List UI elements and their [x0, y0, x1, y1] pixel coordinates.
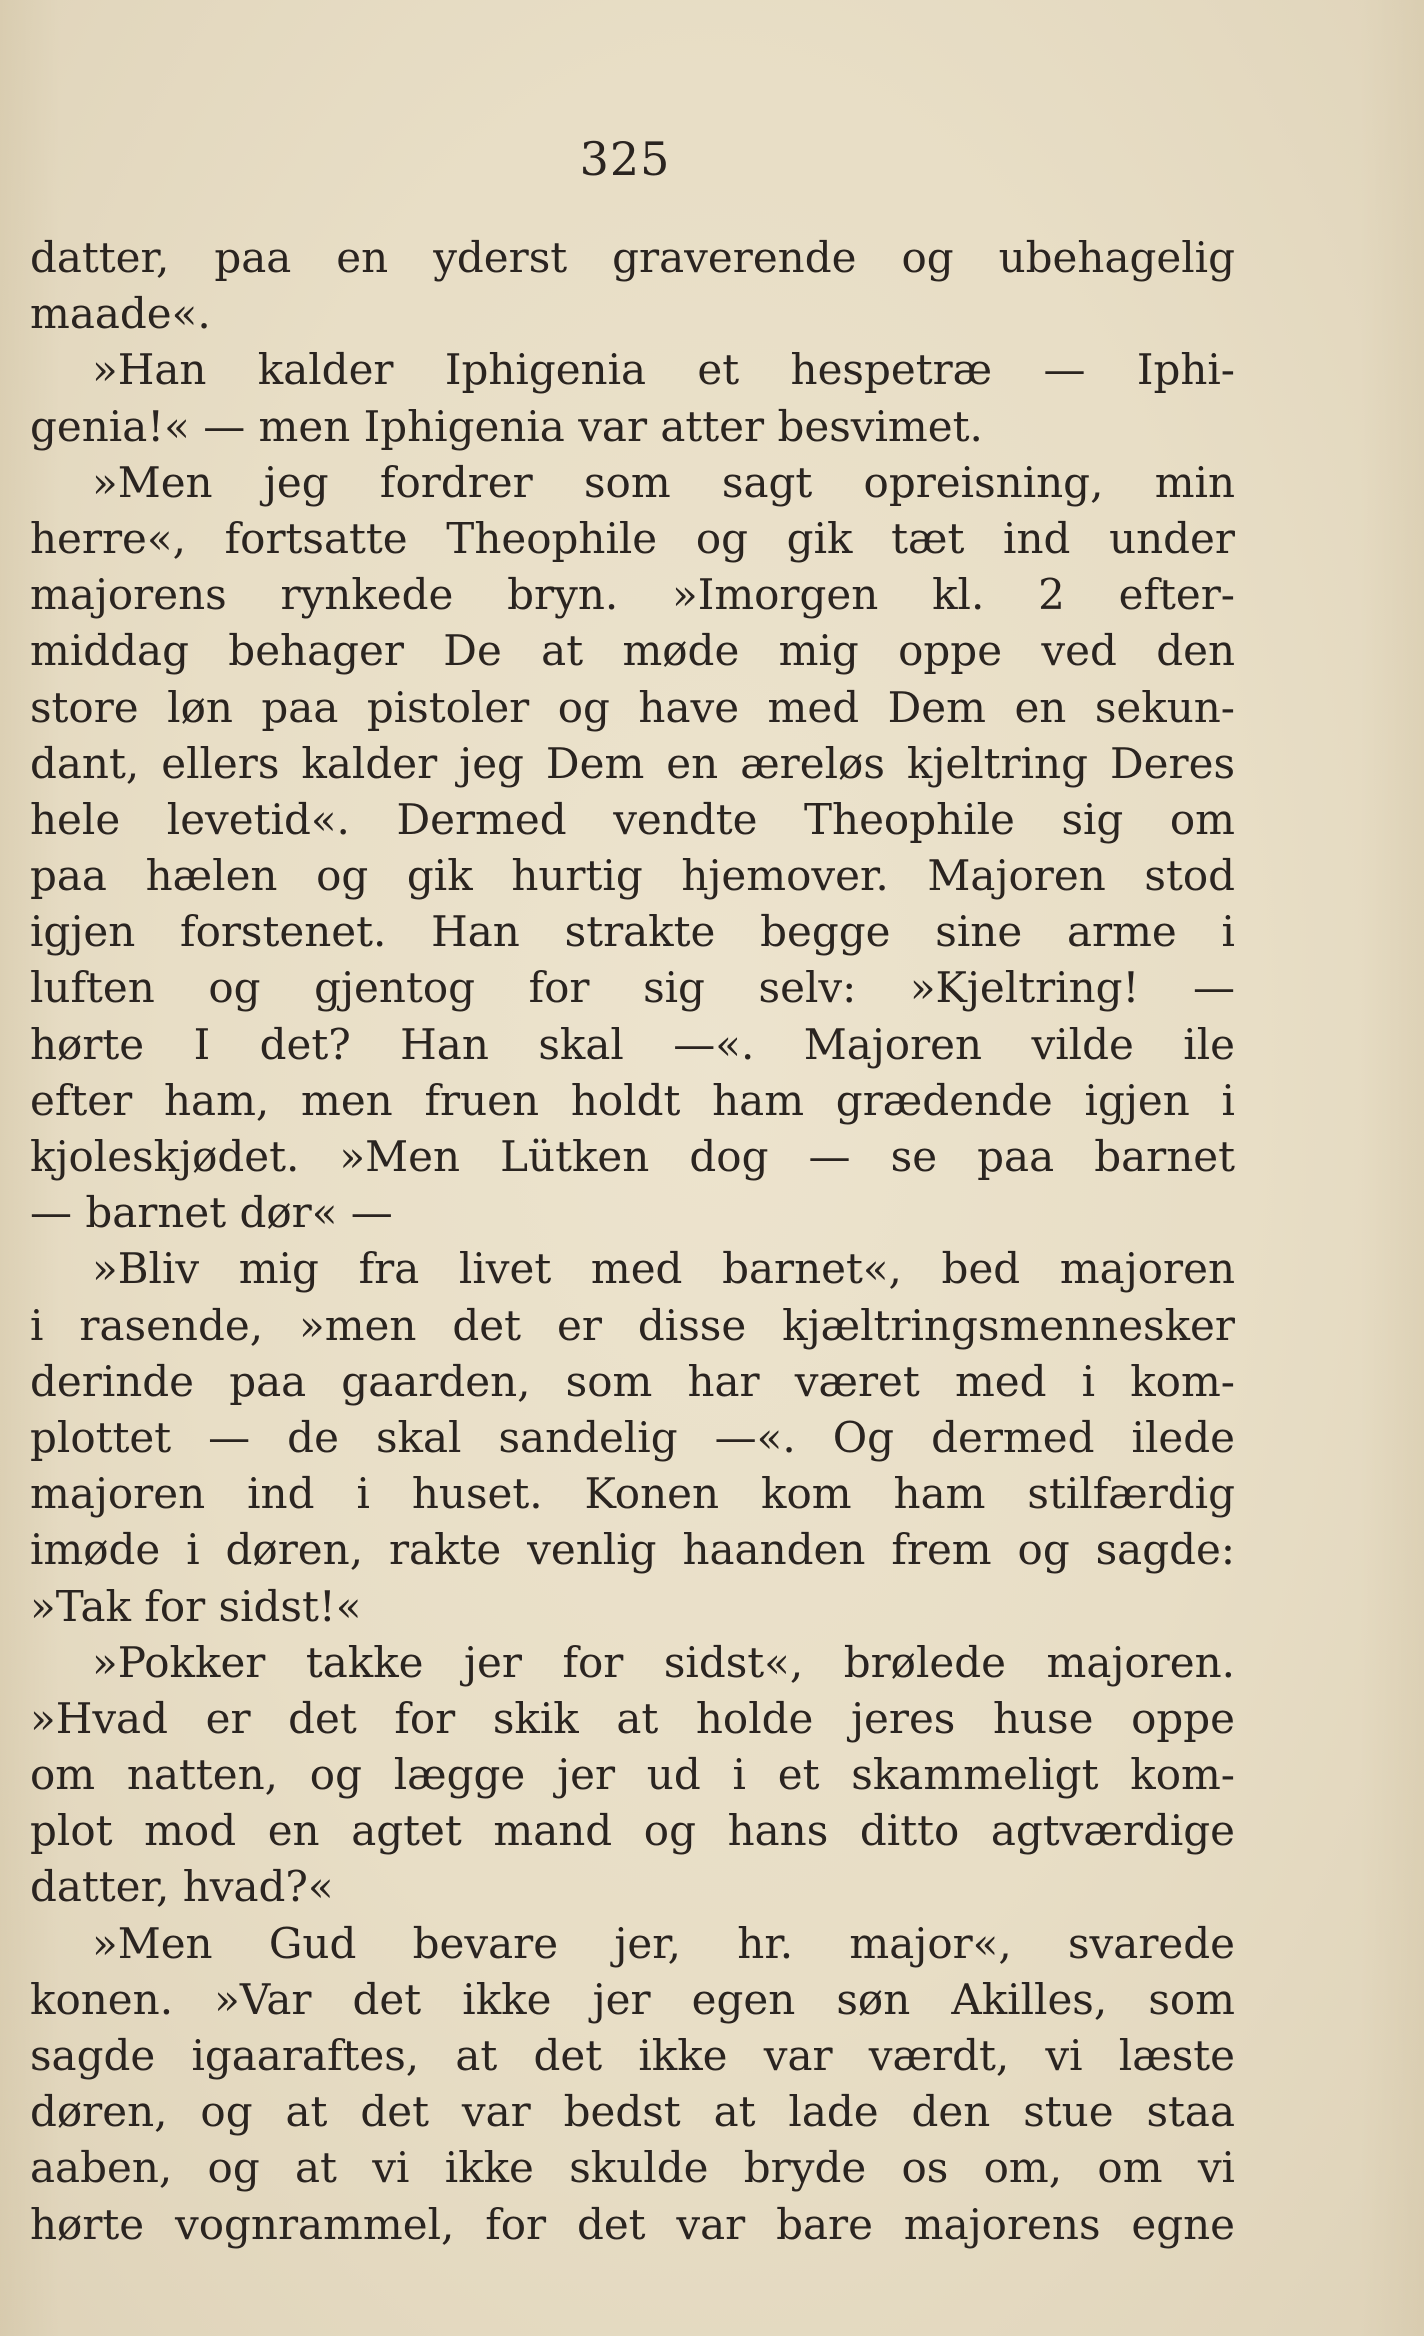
text-line: majoren ind i huset. Konen kom ham stilfærdig	[30, 1469, 1235, 1519]
text-line: hørte I det? Han skal —«. Majoren vilde ile	[30, 1019, 1235, 1069]
text-line: datter, hvad?«	[30, 1862, 334, 1912]
text-line: efter ham, men fruen holdt ham grædende igjen i	[30, 1075, 1235, 1125]
text-line: »Hvad er det for skik at holde jeres huse oppe	[30, 1693, 1235, 1743]
text-line: dant, ellers kalder jeg Dem en æreløs kjeltring Deres	[30, 738, 1235, 788]
text-line: hørte vognrammel, for det var bare majorens egne	[30, 2199, 1235, 2249]
page-number: 325	[579, 132, 671, 186]
text-line: datter, paa en yderst graverende og ubehagelig	[30, 233, 1235, 282]
text-line: imøde i døren, rakte venlig haanden frem og sagde:	[30, 1525, 1235, 1575]
text-line: genia!« — men Iphigenia var atter besvimet.	[30, 401, 983, 451]
text-line: kjoleskjødet. »Men Lütken dog — se paa barnet	[30, 1132, 1235, 1181]
text-line: maade«.	[30, 289, 211, 339]
text-line: store løn paa pistoler og have med Dem en sekun-	[30, 682, 1235, 732]
text-line: »Men Gud bevare jer, hr. major«, svarede	[92, 1918, 1235, 1968]
text-line: døren, og at det var bedst at lade den stue staa	[30, 2087, 1235, 2137]
text-line: sagde igaaraftes, at det ikke var værdt, vi læste	[30, 2031, 1235, 2080]
text-line: »Pokker takke jer for sidst«, brølede majoren.	[92, 1637, 1235, 1687]
text-line: i rasende, »men det er disse kjæltringsmennesker	[30, 1300, 1235, 1350]
text-line: luften og gjentog for sig selv: »Kjeltring! —	[30, 963, 1235, 1013]
text-line: middag behager De at møde mig oppe ved den	[30, 626, 1235, 676]
text-line: »Han kalder Iphigenia et hespetræ — Iphi-	[92, 345, 1235, 395]
text-line: hele levetid«. Dermed vendte Theophile sig om	[30, 794, 1235, 844]
text-line: »Tak for sidst!«	[30, 1581, 362, 1631]
text-line: aaben, og at vi ikke skulde bryde os om, om vi	[30, 2143, 1235, 2193]
text-line: plottet — de skal sandelig —«. Og dermed ilede	[30, 1412, 1235, 1462]
text-line: igjen forstenet. Han strakte begge sine arme i	[30, 907, 1235, 957]
text-line: plot mod en agtet mand og hans ditto agtværdige	[30, 1806, 1235, 1856]
text-line: herre«, fortsatte Theophile og gik tæt ind under	[30, 513, 1235, 563]
text-line: derinde paa gaarden, som har været med i kom-	[30, 1356, 1235, 1406]
text-line: om natten, og lægge jer ud i et skammeligt kom-	[30, 1750, 1235, 1800]
body-text	[30, 230, 1235, 2253]
text-line: konen. »Var det ikke jer egen søn Akilles, som	[30, 1974, 1235, 2024]
text-line: paa hælen og gik hurtig hjemover. Majoren stod	[30, 851, 1235, 901]
text-line: majorens rynkede bryn. »Imorgen kl. 2 efter-	[30, 570, 1235, 620]
text-line: »Bliv mig fra livet med barnet«, bed majoren	[92, 1244, 1235, 1294]
text-line: »Men jeg fordrer som sagt opreisning, min	[92, 457, 1235, 507]
text-line: — barnet dør« —	[30, 1188, 393, 1238]
